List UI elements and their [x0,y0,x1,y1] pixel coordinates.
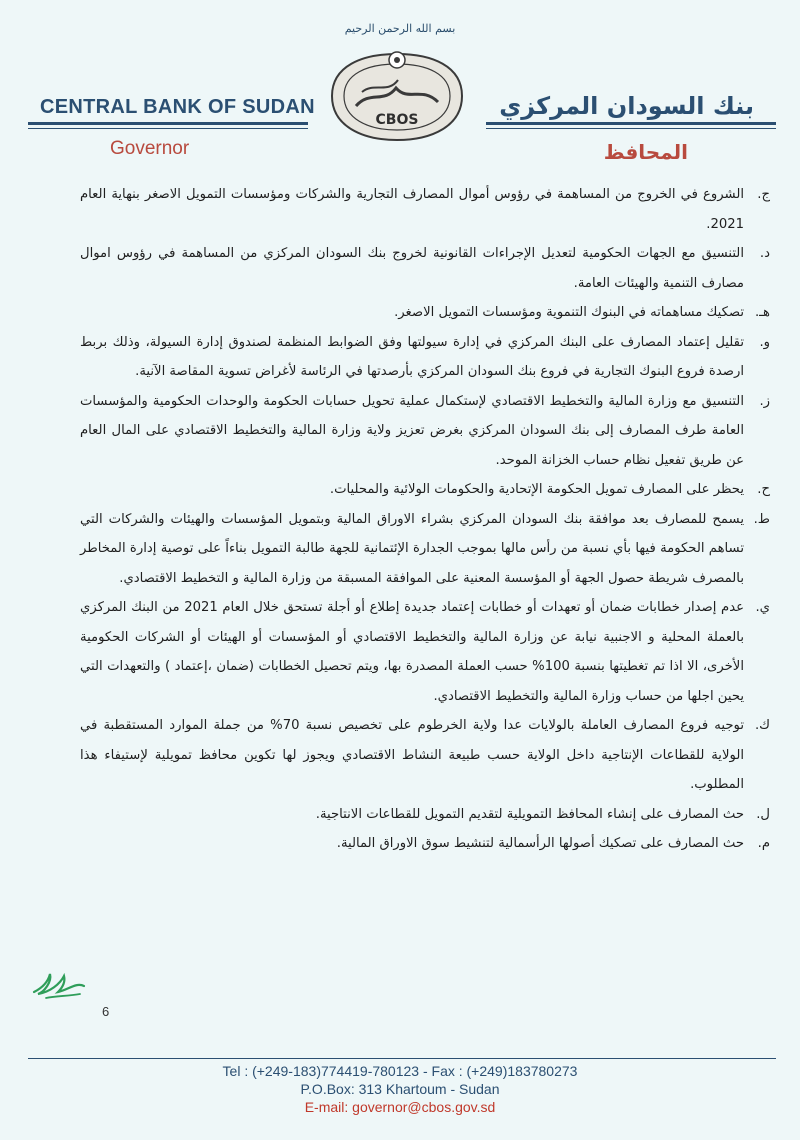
item-text: الشروع في الخروج من المساهمة في رؤوس أموال المصارف التجارية والشركات ومؤسسات التمويل الاصغر بنهاية العام 2021. [80,187,744,232]
cbos-seal-logo [322,46,472,146]
footer-address: P.O.Box: 313 Khartoum - Sudan [300,1081,500,1097]
list-item [80,387,770,476]
document-body [80,180,770,859]
footer-contact: Tel : (+249-183)774419-780123 - Fax : (+249)183780273 [222,1063,578,1079]
office-title-ar: المحافظ [603,140,688,164]
item-marker: ز. [759,393,770,409]
list-item [80,180,770,239]
office-title-en: Governor [110,138,190,159]
bank-name-en: CENTRAL BANK OF SUDAN [40,96,315,118]
item-marker: د. [759,246,770,261]
list-item [80,505,770,594]
item-text: يسمح للمصارف بعد موافقة بنك السودان المركزي بشراء الاوراق المالية وبتمويل المؤسسات والهيئات والشركات التي تساهم الحكومة فيها بأي نسبة من رأس مالها بموجب الجدارة الإئتمانية للجهة طالبة التمويل بناءاً على توصية إدارة المخاطر بالمصرف شريطة حصول الجهة أو المؤسسة المعنية على الموافقة المسبقة من وزارة المالية و التخطيط الاقتصادي. [80,511,744,586]
list-item [80,328,770,387]
list-item [80,593,770,711]
item-text: حث المصارف على إنشاء المحافظ التمويلية لتقديم التمويل للقطاعات الانتاجية. [315,806,744,822]
item-text: حث المصارف على تصكيك أصولها الرأسمالية لتنشيط سوق الاوراق المالية. [336,836,744,851]
list-item [80,800,770,830]
header-rule-right-thin [486,128,776,129]
bank-name-ar: بنك السودان المركزي [499,92,754,120]
item-text: التنسيق مع الجهات الحكومية لتعديل الإجراءات القانونية لخروج بنك السودان المركزي من المساهمة في رؤوس اموال مصارف التنمية والهيئات العامة. [80,246,744,291]
header-rule-left-thin [28,128,308,129]
footer [0,1062,800,1116]
list-item [80,298,770,328]
item-text: التنسيق مع وزارة المالية والتخطيط الاقتصادي لإستكمال عملية تحويل حسابات الحكومة والوحدات الحكومية والمؤسسات العامة طرف المصارف إلى بنك السودان المركزي بغرض تعزيز ولاية وزارة المالية والتخطيط الاقتصادي على المال العام عن طريق تفعيل نظام حساب الخزانة الموحد. [80,393,744,468]
header-rule-right [486,122,776,125]
item-marker: ج. [757,187,770,202]
logo-text: CBOS [375,112,419,128]
item-marker: ي. [755,600,770,615]
header-rule-left [28,122,308,125]
basmala: بسم الله الرحمن الرحيم [344,22,456,35]
item-marker: ك. [754,718,770,733]
item-marker: م. [757,836,770,851]
item-marker: و. [759,334,770,350]
page-number: 6 [102,1004,110,1019]
item-text: توجيه فروع المصارف العاملة بالولايات عدا ولاية الخرطوم على تخصيص نسبة 70% من جملة الموارد المستقطبة في الولاية للقطاعات الإنتاجية داخل الولاية حسب طبيعة النشاط الاقتصادي ويجوز لها تكوين محافظ تمويلية لإستيفاء هذا المطلوب. [80,718,744,792]
list-item [80,475,770,505]
item-text: عدم إصدار خطابات ضمان أو تعهدات أو خطابات إعتماد جديدة إطلاع أو أجلة تستحق خلال العام 2021 من البنك المركزي بالعملة المحلية و الاجنبية نيابة عن وزارة المالية والتخطيط الاقتصادي أو المؤسسات أو الهيئات أو الشركات الحكومية الأخرى، الا اذا تم تغطيتها بنسبة 100% حسب العملة المصدرة بها، ويتم تحصيل الخطابات (ضمان ،إعتماد ) والتعهدات التي يحين اجلها من حساب وزارة المالية والتخطيط الاقتصادي. [80,600,744,704]
footer-rule [28,1058,776,1059]
list-item [80,711,770,800]
item-marker: هـ. [754,305,770,320]
item-marker: ل. [756,806,770,822]
item-text: تصكيك مساهماته في البنوك التنموية ومؤسسات التمويل الاصغر. [394,305,744,320]
list-item [80,829,770,859]
item-marker: ط. [753,511,770,527]
signature [30,962,88,1002]
list-item [80,239,770,298]
footer-email[interactable]: E-mail: governor@cbos.gov.sd [304,1099,496,1115]
item-text: يحظر على المصارف تمويل الحكومة الإتحادية والحكومات الولائية والمحليات. [329,482,744,497]
item-marker: ح. [757,482,770,497]
item-text: تقليل إعتماد المصارف على البنك المركزي في إدارة سيولتها وفق الضوابط المنظمة لصندوق إدارة السيولة، وذلك بربط ارصدة فروع البنوك التجارية في فروع بنك السودان المركزي بأرصدتها في الرئاسة لأغراض تسوية المقاصة الآنية. [80,334,744,379]
